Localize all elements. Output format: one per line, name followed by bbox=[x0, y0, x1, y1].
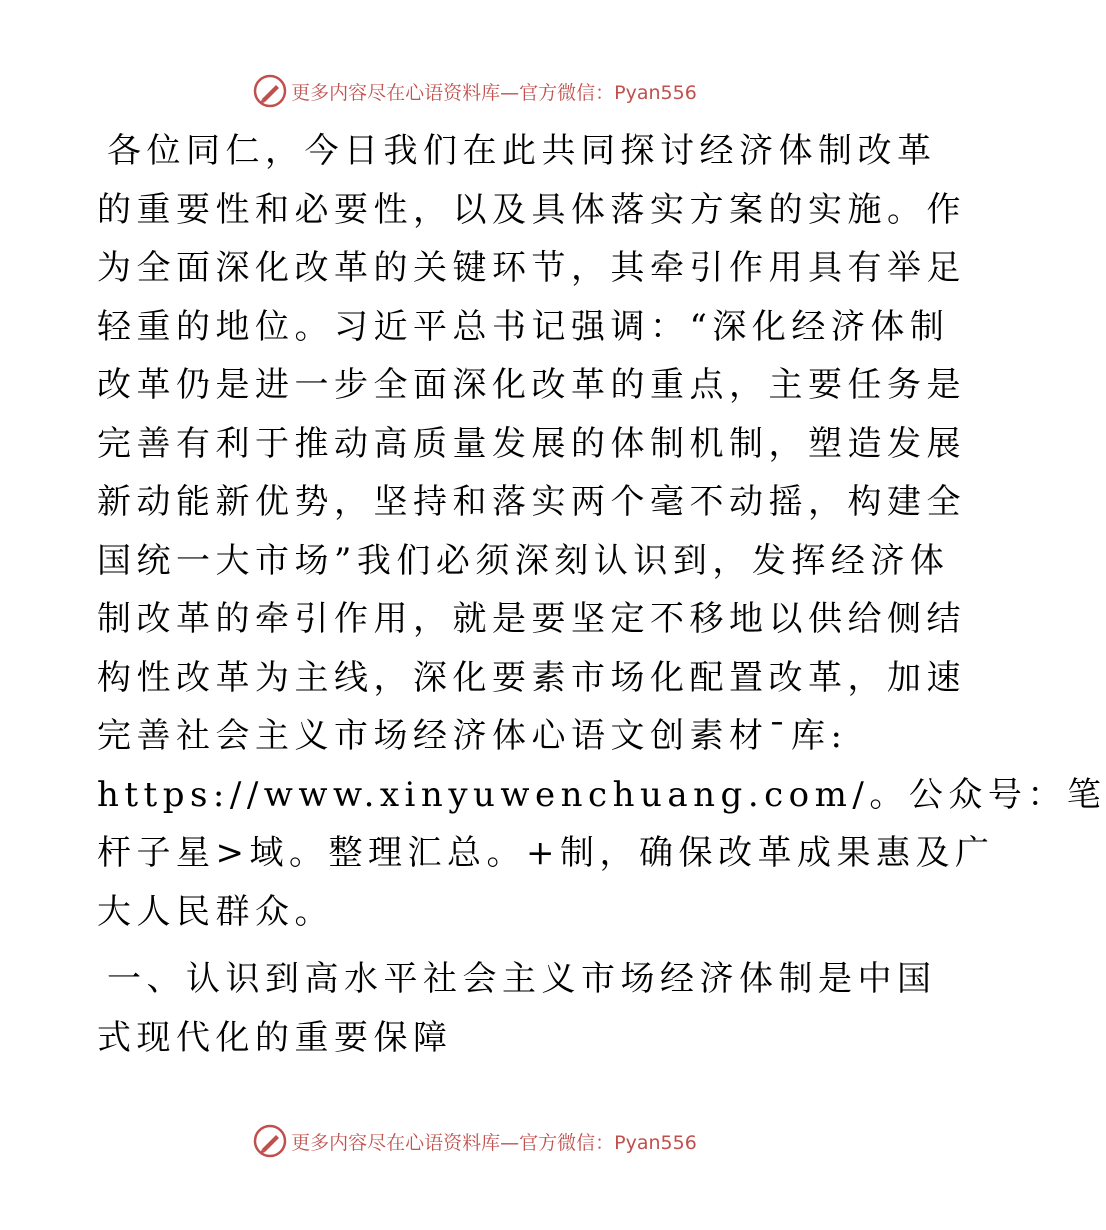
pen-logo-icon bbox=[253, 74, 287, 108]
paragraph-line: 制改革的牵引作用，就是要坚定不移地以供给侧结 bbox=[97, 599, 966, 639]
paragraph-line: 完善社会主义市场经济体心语文创素材¯库: bbox=[97, 716, 848, 756]
paragraph-line: 的重要性和必要性，以及具体落实方案的实施。作 bbox=[97, 189, 966, 230]
heading-line: 一、认识到高水平社会主义市场经济体制是中国 bbox=[107, 959, 937, 999]
header-watermark bbox=[0, 71, 950, 111]
paragraph bbox=[97, 122, 1106, 941]
paragraph-line: 为全面深化改革的关键环节，其牵引作用具有举足 bbox=[97, 248, 966, 288]
paragraph-line: 新动能新优势，坚持和落实两个毫不动摇，构建全 bbox=[97, 482, 966, 522]
paragraph-line: 轻重的地位。习近平总书记强调：“深化经济体制 bbox=[97, 306, 950, 347]
paragraph-line: 改革仍是进一步全面深化改革的重点，主要任务是 bbox=[97, 365, 966, 405]
footer-watermark-text: 更多内容尽在心语资料库—官方微信：Pyan556 bbox=[291, 1131, 697, 1154]
paragraph-line: 构性改革为主线，深化要素市场化配置改革，加速 bbox=[97, 657, 966, 698]
paragraph-line: https://www.xinyuwenchuang.com/。公众号：笔 bbox=[97, 774, 1106, 815]
section-heading bbox=[97, 950, 937, 1067]
heading-line: 式现代化的重要保障 bbox=[97, 1017, 453, 1058]
paragraph-line: 各位同仁，今日我们在此共同探讨经济体制改革 bbox=[107, 131, 937, 171]
header-watermark-text: 更多内容尽在心语资料库—官方微信：Pyan556 bbox=[291, 81, 697, 104]
pen-logo-icon bbox=[253, 1124, 287, 1158]
paragraph-line: 杆子星>域。整理汇总。+制，确保改革成果惠及广 bbox=[97, 833, 995, 873]
paragraph-line: 国统一大市场”我们必须深刻认识到，发挥经济体 bbox=[97, 540, 950, 581]
footer-watermark bbox=[0, 1121, 950, 1161]
paragraph-line: 完善有利于推动高质量发展的体制机制，塑造发展 bbox=[97, 423, 966, 464]
paragraph-line: 大人民群众。 bbox=[97, 891, 334, 932]
